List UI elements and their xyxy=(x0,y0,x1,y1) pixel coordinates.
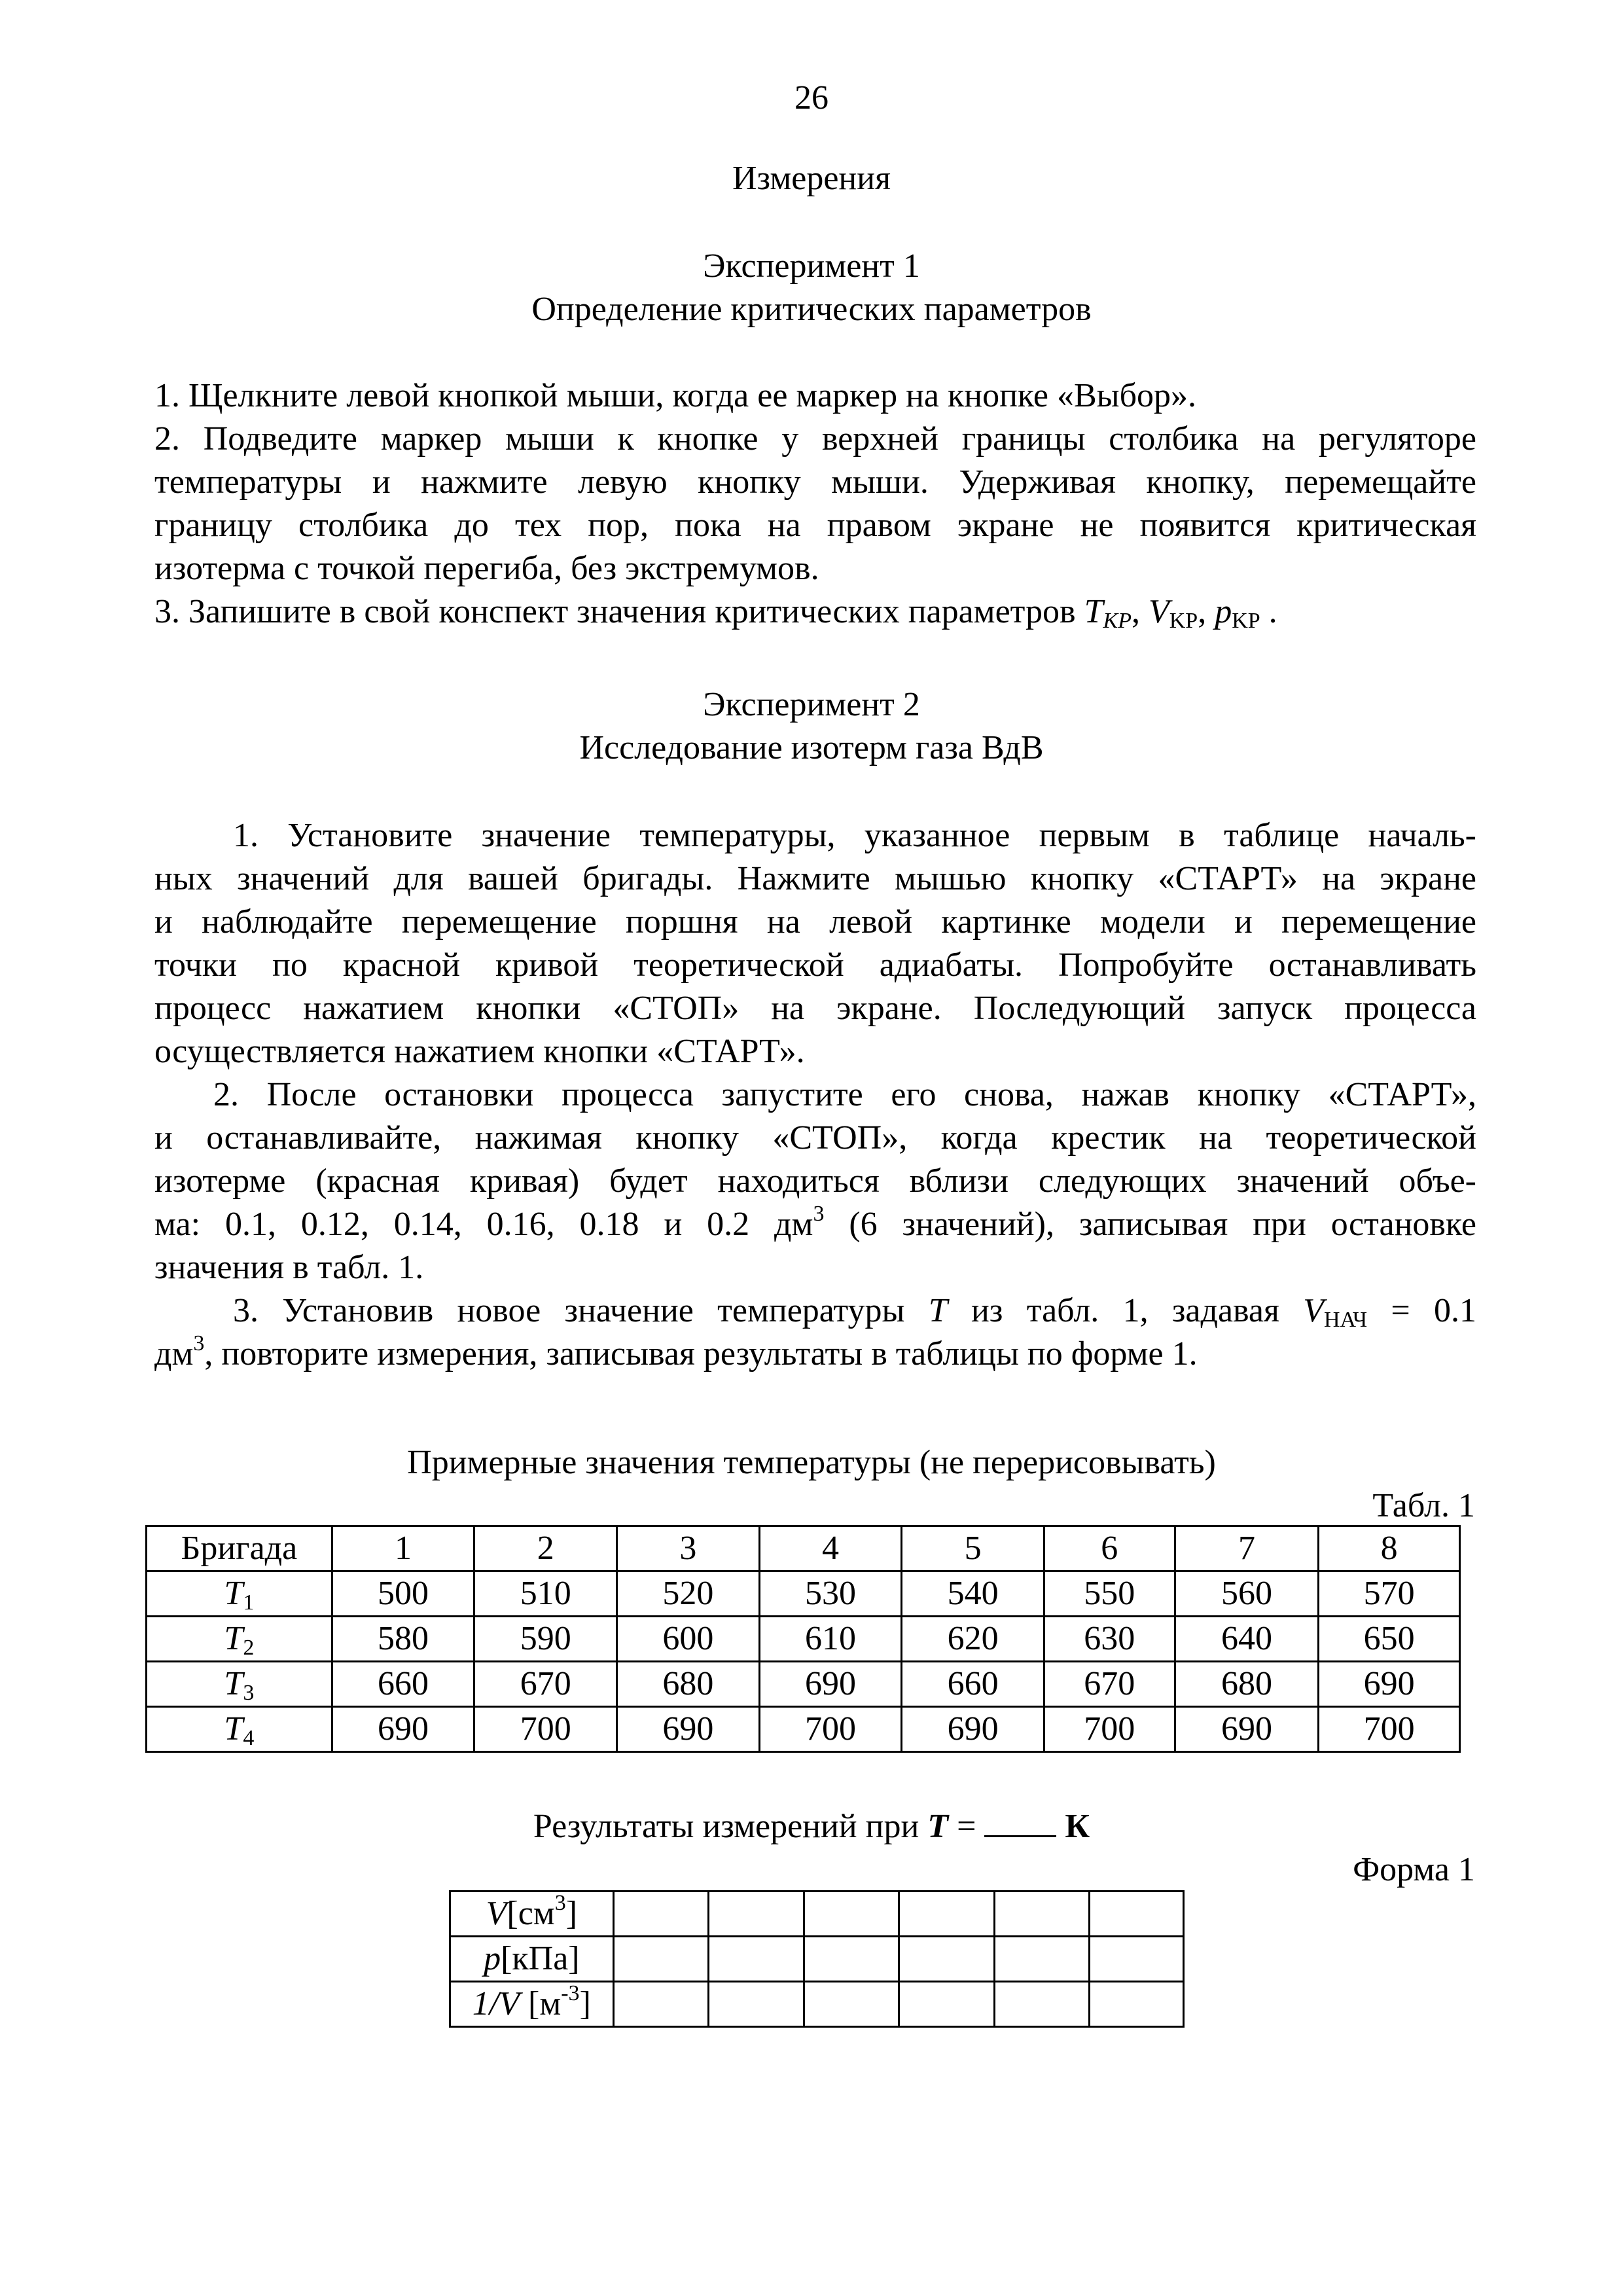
temperature-symbol: T xyxy=(224,1575,243,1612)
table-cell: 580 xyxy=(332,1617,474,1662)
exp2-p2-line xyxy=(154,1203,1476,1246)
inverse-volume-symbol: 1/V xyxy=(472,1985,520,2022)
exp1-step3-text: 3. Запишите в свой конспект значения критических параметров xyxy=(154,593,1084,630)
v-symbol: V xyxy=(1303,1292,1324,1329)
pressure-symbol: p xyxy=(484,1940,501,1977)
exp1-step3 xyxy=(154,590,1476,634)
table-cell: 700 xyxy=(759,1707,902,1752)
form1-caption xyxy=(0,1805,1623,1848)
unit-bracket: ] xyxy=(565,1895,578,1932)
separator: , xyxy=(1131,593,1149,630)
unit: [кПа] xyxy=(501,1940,580,1977)
table-header-cell: 3 xyxy=(617,1526,760,1571)
exp2-p1-line: точки по красной кривой теоретической адиабаты. Попробуйте останавливать xyxy=(154,946,1476,984)
exp2-p1-line: осуществляется нажатием кнопки «СТАРТ». xyxy=(154,1033,805,1070)
exp1-step2-line: изотерма с точкой перегиба, без экстремумов. xyxy=(154,550,819,587)
table-cell: 540 xyxy=(902,1571,1044,1617)
empty-cell xyxy=(804,1892,899,1937)
empty-cell xyxy=(804,1982,899,2027)
table-header-cell: 6 xyxy=(1044,1526,1175,1571)
row-label xyxy=(147,1707,332,1752)
form1-unit: К xyxy=(1056,1808,1090,1845)
temperature-symbol: T xyxy=(224,1710,243,1748)
table-cell: 700 xyxy=(1044,1707,1175,1752)
unit-superscript: 3 xyxy=(554,1891,566,1915)
section-title: Измерения xyxy=(732,160,891,197)
unit-bracket: ] xyxy=(579,1985,591,2022)
table-cell: 690 xyxy=(902,1707,1044,1752)
empty-cell xyxy=(1090,1892,1184,1937)
table-header-cell: 4 xyxy=(759,1526,902,1571)
temperature-table xyxy=(145,1525,1461,1753)
row-subscript: 1 xyxy=(243,1590,255,1615)
cube-superscript: 3 xyxy=(813,1202,825,1226)
exp2-p2-line: 2. После остановки процесса запустите его снова, нажав кнопку «СТАРТ», xyxy=(213,1076,1476,1113)
volumes-text-end: (6 значений), записывая при остановке xyxy=(824,1206,1477,1243)
unit-superscript: -3 xyxy=(561,1981,580,2005)
p3-text: = 0.1 xyxy=(1367,1292,1476,1329)
exp2-p3-line xyxy=(154,1289,1476,1333)
exp1-step1: 1. Щелкните левой кнопкой мыши, когда ее маркер на кнопке «Выбор». xyxy=(154,377,1197,414)
table-cell: 680 xyxy=(1175,1662,1319,1707)
exp2-subtitle: Исследование изотерм газа ВдВ xyxy=(579,729,1044,766)
exp2-p3-line xyxy=(154,1333,1476,1376)
table-header-row xyxy=(147,1526,1460,1571)
empty-cell xyxy=(899,1982,995,2027)
table-row xyxy=(147,1662,1460,1707)
exp2-instructions xyxy=(154,814,1476,1376)
p-critical-subscript: KP xyxy=(1232,609,1260,633)
row-label xyxy=(147,1617,332,1662)
table-cell: 630 xyxy=(1044,1617,1175,1662)
table-cell: 590 xyxy=(474,1617,617,1662)
table-cell: 690 xyxy=(617,1707,760,1752)
v-critical-subscript: KP xyxy=(1169,609,1198,633)
temperature-blank xyxy=(984,1809,1056,1837)
table-header-cell: 7 xyxy=(1175,1526,1319,1571)
table-cell: 610 xyxy=(759,1617,902,1662)
row-label xyxy=(147,1662,332,1707)
exp2-p1-line: и наблюдайте перемещение поршня на левой картинке модели и перемещение xyxy=(154,903,1476,941)
empty-cell xyxy=(709,1982,804,2027)
table-header-cell: 1 xyxy=(332,1526,474,1571)
table1-label: Табл. 1 xyxy=(1372,1487,1475,1524)
v-critical-symbol: V xyxy=(1148,593,1169,630)
exp2-p1-line: 1. Установите значение температуры, указанное первым в таблице началь- xyxy=(233,817,1476,854)
p3-text: из табл. 1, задавая xyxy=(947,1292,1304,1329)
empty-cell xyxy=(804,1937,899,1982)
table-cell: 670 xyxy=(474,1662,617,1707)
unit: [м xyxy=(520,1985,562,2022)
table-cell: 650 xyxy=(1319,1617,1460,1662)
form1-caption-text: Результаты измерений при xyxy=(533,1808,928,1845)
table-cell: 690 xyxy=(1175,1707,1319,1752)
empty-cell xyxy=(1090,1937,1184,1982)
exp1-instructions xyxy=(154,374,1476,634)
empty-cell xyxy=(899,1937,995,1982)
exp1-step2-line: границу столбика до тех пор, пока на правом экране не появится критическая xyxy=(154,507,1476,544)
exp2-p2-line: изотерме (красная кривая) будет находиться вблизи следующих значений объе- xyxy=(154,1162,1476,1200)
exp2-p2-line: и останавливайте, нажимая кнопку «СТОП», когда крестик на теоретической xyxy=(154,1119,1476,1157)
empty-cell xyxy=(994,1937,1090,1982)
row-subscript: 3 xyxy=(243,1681,255,1705)
form1-equals: = xyxy=(948,1808,985,1845)
table-cell: 660 xyxy=(902,1662,1044,1707)
table-header-cell: Бригада xyxy=(147,1526,332,1571)
form1-t-symbol: T xyxy=(927,1808,949,1845)
exp1-title: Эксперимент 1 xyxy=(703,247,920,285)
empty-cell xyxy=(899,1892,995,1937)
exp2-title: Эксперимент 2 xyxy=(703,686,920,723)
page-number: 26 xyxy=(794,79,829,117)
exp1-step2-line: 2. Подведите маркер мыши к кнопке у верхней границы столбика на регуляторе xyxy=(154,420,1476,457)
row-subscript: 2 xyxy=(243,1636,255,1660)
empty-cell xyxy=(709,1937,804,1982)
temperature-symbol: T xyxy=(224,1665,243,1702)
row-label xyxy=(147,1571,332,1617)
table-cell: 690 xyxy=(332,1707,474,1752)
table-cell: 620 xyxy=(902,1617,1044,1662)
exp2-p1-line: ных значений для вашей бригады. Нажмите мышью кнопку «СТАРТ» на экране xyxy=(154,860,1476,897)
empty-cell xyxy=(994,1892,1090,1937)
table1-caption: Примерные значения температуры (не перерисовывать) xyxy=(407,1444,1216,1481)
table-header-cell: 2 xyxy=(474,1526,617,1571)
table-cell: 670 xyxy=(1044,1662,1175,1707)
form-row xyxy=(450,1982,1184,2027)
p3-unit: дм xyxy=(154,1335,194,1372)
table-cell: 550 xyxy=(1044,1571,1175,1617)
table-cell: 500 xyxy=(332,1571,474,1617)
t-critical-subscript: KP xyxy=(1103,609,1132,633)
results-form-table xyxy=(449,1890,1185,2028)
table-header-cell: 5 xyxy=(902,1526,1044,1571)
cube-superscript: 3 xyxy=(193,1331,205,1355)
separator: , xyxy=(1198,593,1215,630)
p3-text: 3. Установив новое значение температуры xyxy=(233,1292,929,1329)
empty-cell xyxy=(1090,1982,1184,2027)
table-cell: 690 xyxy=(1319,1662,1460,1707)
form-row xyxy=(450,1937,1184,1982)
table-row xyxy=(147,1707,1460,1752)
exp2-p2-line: значения в табл. 1. xyxy=(154,1249,424,1286)
t-critical-symbol: T xyxy=(1084,593,1103,630)
table-cell: 570 xyxy=(1319,1571,1460,1617)
form-row-label xyxy=(450,1937,614,1982)
unit: [см xyxy=(507,1895,555,1932)
table-cell: 600 xyxy=(617,1617,760,1662)
table-cell: 700 xyxy=(1319,1707,1460,1752)
exp1-subtitle: Определение критических параметров xyxy=(531,291,1092,328)
table-cell: 520 xyxy=(617,1571,760,1617)
temperature-symbol: T xyxy=(224,1620,243,1657)
form-row-label xyxy=(450,1982,614,2027)
exp2-p1-line: процесс нажатием кнопки «СТОП» на экране. Последующий запуск процесса xyxy=(154,990,1476,1027)
volumes-text: ма: 0.1, 0.12, 0.14, 0.16, 0.18 и 0.2 дм xyxy=(154,1206,813,1243)
table-header-cell: 8 xyxy=(1319,1526,1460,1571)
volume-symbol: V xyxy=(486,1895,507,1932)
p3-text: , повторите измерения, записывая результаты в таблицы по форме 1. xyxy=(204,1335,1198,1372)
form1-label: Форма 1 xyxy=(1353,1851,1475,1888)
table-cell: 680 xyxy=(617,1662,760,1707)
table-cell: 660 xyxy=(332,1662,474,1707)
form-row xyxy=(450,1892,1184,1937)
empty-cell xyxy=(994,1982,1090,2027)
table-cell: 640 xyxy=(1175,1617,1319,1662)
empty-cell xyxy=(613,1937,709,1982)
table-row xyxy=(147,1617,1460,1662)
row-subscript: 4 xyxy=(243,1726,255,1750)
step3-end: . xyxy=(1260,593,1277,630)
p-critical-symbol: p xyxy=(1215,593,1232,630)
table-cell: 700 xyxy=(474,1707,617,1752)
form-row-label xyxy=(450,1892,614,1937)
table-cell: 530 xyxy=(759,1571,902,1617)
empty-cell xyxy=(613,1892,709,1937)
empty-cell xyxy=(613,1982,709,2027)
empty-cell xyxy=(709,1892,804,1937)
table-cell: 560 xyxy=(1175,1571,1319,1617)
table-cell: 510 xyxy=(474,1571,617,1617)
v-start-subscript: НАЧ xyxy=(1324,1308,1368,1332)
t-symbol: T xyxy=(928,1292,948,1329)
exp1-step2-line: температуры и нажмите левую кнопку мыши. Удерживая кнопку, перемещайте xyxy=(154,463,1476,501)
table-cell: 690 xyxy=(759,1662,902,1707)
table-row xyxy=(147,1571,1460,1617)
